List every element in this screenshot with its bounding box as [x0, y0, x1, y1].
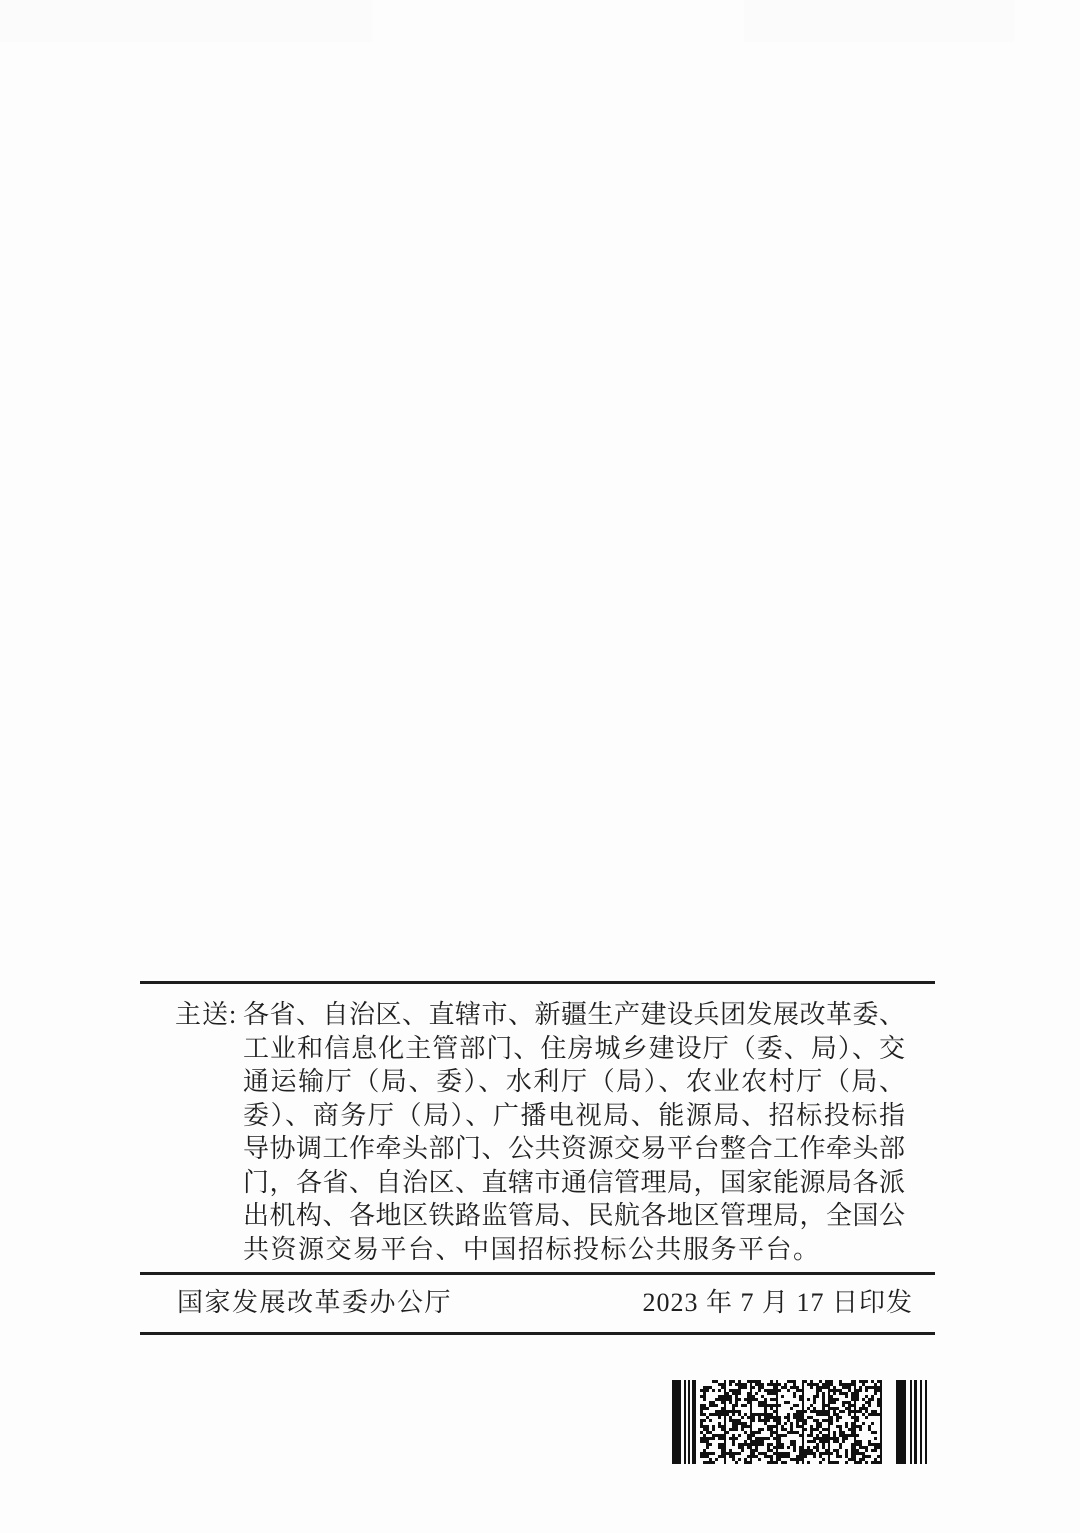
distribution-line: 出机构、各地区铁路监管局、民航各地区管理局，全国公 [243, 1201, 905, 1230]
divider-rule-bottom [140, 1332, 935, 1335]
distribution-line: 门，各省、自治区、直辖市通信管理局，国家能源局各派 [243, 1167, 905, 1197]
distribution-line: 导协调工作牵头部门、公共资源交易平台整合工作牵头部 [243, 1134, 905, 1163]
print-date: 2023 年 7 月 17 日印发 [642, 1288, 913, 1317]
distribution-line: 工业和信息化主管部门、住房城乡建设厅（委、局）、交 [243, 1033, 905, 1063]
pdf417-barcode [672, 1380, 930, 1464]
distribution-line: 共资源交易平台、中国招标投标公共服务平台。 [243, 1234, 821, 1264]
scan-artifact [0, 0, 372, 42]
distribution-line: 各省、自治区、直辖市、新疆生产建设兵团发展改革委、 [243, 1000, 905, 1029]
divider-rule-middle [140, 1272, 935, 1275]
scan-artifact [744, 0, 1014, 42]
distribution-line: 委）、商务厅（局）、广播电视局、能源局、招标投标指 [243, 1100, 905, 1130]
distribution-list [243, 998, 905, 1266]
divider-rule-top [140, 981, 935, 984]
issuance-footer [177, 1287, 913, 1319]
distribution-label: 主送: [175, 1000, 238, 1029]
distribution-line: 通运输厅（局、委）、水利厅（局）、农业农村厅（局、 [243, 1067, 905, 1096]
issuing-office: 国家发展改革委办公厅 [177, 1288, 453, 1317]
